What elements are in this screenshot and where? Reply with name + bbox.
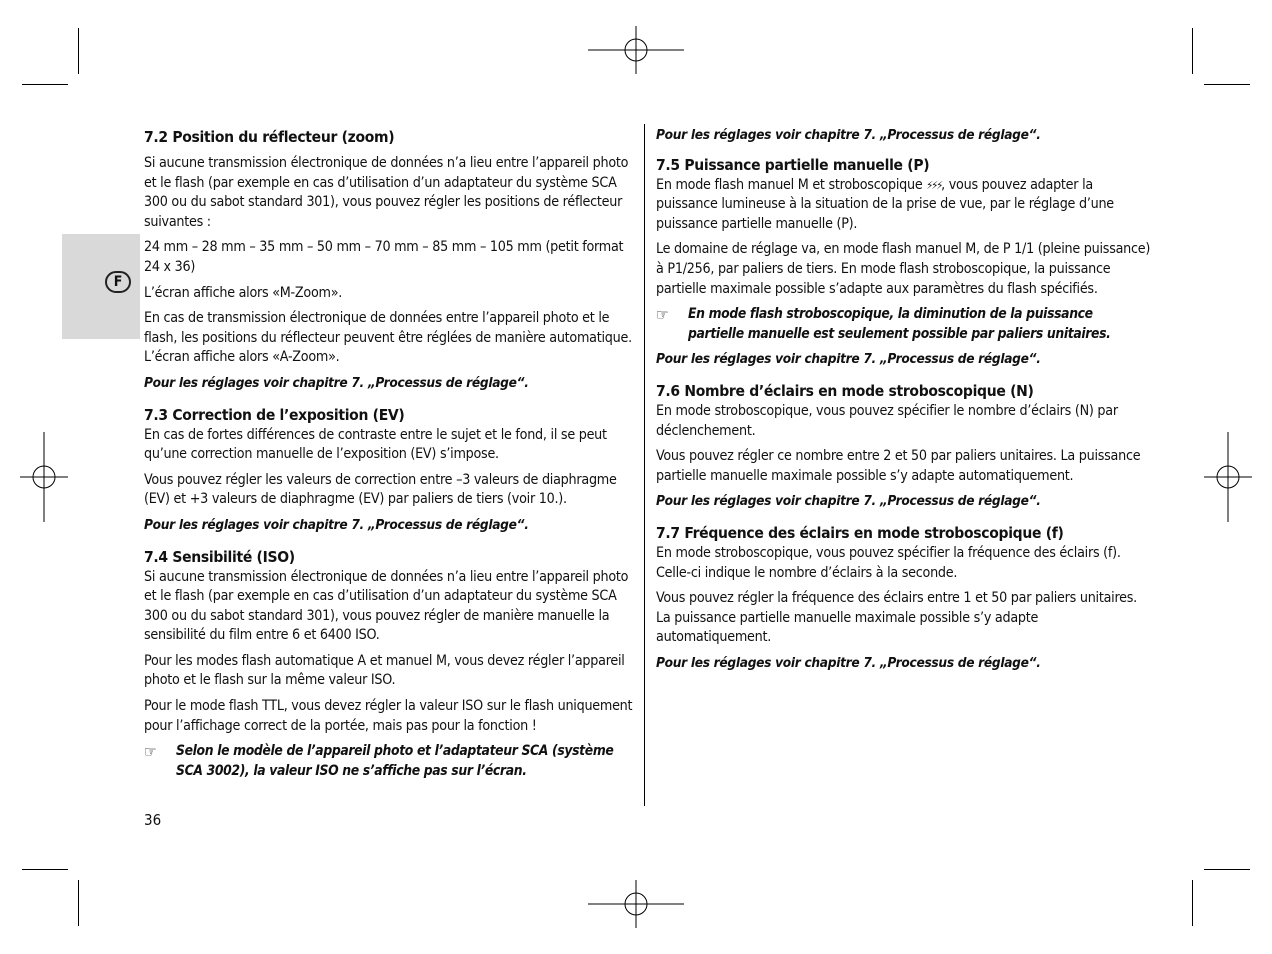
section-7-6 <box>656 380 1152 512</box>
paragraph: Pour les modes flash automatique A et manuel M, vous devez régler l’appareil photo et le flash sur la même valeur ISO. <box>144 652 625 689</box>
paragraph: En cas de transmission électronique de données entre l’appareil photo et le flash, les positions du réflecteur peuvent être réglées de manière automatique. L’écran affiche alors «A-Zoom». <box>144 310 632 366</box>
section-7-3 <box>144 404 636 536</box>
section-7-7 <box>656 522 1152 674</box>
section-7-5 <box>656 154 1152 370</box>
section-heading: 7.6 Nombre d’éclairs en mode stroboscopique (N) <box>656 381 1034 400</box>
paragraph: Le domaine de réglage va, en mode flash manuel M, de P 1/1 (pleine puissance) à P1/256, par paliers de tiers. En mode flash stroboscopique, la puissance partielle maximale possible s’adapte aux paramètres du flash spécifiés. <box>656 241 1151 297</box>
paragraph-text: En mode flash manuel M et stroboscopique <box>656 176 923 193</box>
right-column <box>656 126 1152 673</box>
crop-mark <box>22 869 68 870</box>
settings-reference: Pour les réglages voir chapitre 7. „Processus de réglage“. <box>656 351 1041 368</box>
crop-mark <box>1204 84 1250 85</box>
section-heading: 7.3 Correction de l’exposition (EV) <box>144 405 405 424</box>
crop-mark <box>1192 28 1193 74</box>
crop-mark <box>1192 880 1193 926</box>
pointing-hand-icon: ☞ <box>144 742 157 762</box>
stroboscope-icon: ⚡⚡⚡ <box>926 178 942 192</box>
paragraph: 24 mm – 28 mm – 35 mm – 50 mm – 70 mm – 85 mm – 105 mm (petit format 24 x 36) <box>144 239 624 275</box>
page-number: 36 <box>144 811 162 829</box>
paragraph: Si aucune transmission électronique de données n’a lieu entre l’appareil photo et le flash (par exemple en cas d’utilisation d’un adaptateur du système SCA 300 ou du sabot standard 301), vous pouvez régler les positions de réflecteur suivantes : <box>144 155 629 230</box>
note <box>656 305 1152 344</box>
paragraph: L’écran affiche alors «M-Zoom». <box>144 284 343 301</box>
note <box>144 742 636 781</box>
paragraph: Pour le mode flash TTL, vous devez régler la valeur ISO sur le flash uniquement pour l’affichage correct de la portée, mais pas pour la fonction ! <box>144 698 633 734</box>
left-column <box>144 126 636 781</box>
settings-reference: Pour les réglages voir chapitre 7. „Processus de réglage“. <box>656 127 1041 143</box>
paragraph: En cas de fortes différences de contraste entre le sujet et le fond, il se peut qu’une correction manuelle de l’exposition (EV) s’impose. <box>144 426 607 463</box>
crop-mark <box>78 28 79 74</box>
section-heading: 7.2 Position du réflecteur (zoom) <box>144 128 395 146</box>
paragraph: Vous pouvez régler les valeurs de correction entre –3 valeurs de diaphragme (EV) et +3 valeurs de diaphragme (EV) par paliers de tiers (voir 10.). <box>144 471 617 508</box>
section-7-2 <box>144 126 636 394</box>
settings-reference: Pour les réglages voir chapitre 7. „Processus de réglage“. <box>656 654 1041 671</box>
settings-reference: Pour les réglages voir chapitre 7. „Processus de réglage“. <box>656 493 1041 510</box>
pointing-hand-icon: ☞ <box>656 305 669 325</box>
paragraph: Si aucune transmission électronique de données n’a lieu entre l’appareil photo et le flash (par exemple en cas d’utilisation d’un adaptateur du système SCA 300 ou du sabot standard 301), vous pouvez régler de manière manuelle la sensibilité du film entre 6 et 6400 ISO. <box>144 568 629 644</box>
crop-mark <box>78 880 79 926</box>
paragraph: Vous pouvez régler la fréquence des éclairs entre 1 et 50 par paliers unitaires. La puissance partielle manuelle maximale possible s’y adapte automatiquement. <box>656 590 1137 646</box>
paragraph-text: , vous pouvez adapter la puissance lumineuse à la situation de la prise de vue, par le réglage d’une puissance partielle manuelle (P). <box>656 176 1114 232</box>
note-text: En mode flash stroboscopique, la diminution de la puissance partielle manuelle est seulement possible par paliers unitaires. <box>688 306 1111 342</box>
section-heading: 7.4 Sensibilité (ISO) <box>144 547 295 566</box>
paragraph: En mode stroboscopique, vous pouvez spécifier la fréquence des éclairs (f). Celle-ci indique le nombre d’éclairs à la seconde. <box>656 544 1121 581</box>
column-divider <box>644 124 645 806</box>
registration-mark-icon <box>1204 432 1252 522</box>
note-text: Selon le modèle de l’appareil photo et l’adaptateur SCA (système SCA 3002), la valeur ISO ne s’affiche pas sur l’écran. <box>176 743 614 779</box>
settings-reference: Pour les réglages voir chapitre 7. „Processus de réglage“. <box>144 516 529 533</box>
registration-mark-icon <box>588 26 684 74</box>
registration-mark-icon <box>20 432 68 522</box>
registration-mark-icon <box>588 880 684 928</box>
section-heading: 7.5 Puissance partielle manuelle (P) <box>656 155 930 174</box>
language-badge: F <box>105 271 131 293</box>
section-7-4 <box>144 546 636 782</box>
paragraph: En mode stroboscopique, vous pouvez spécifier le nombre d’éclairs (N) par déclenchement. <box>656 402 1118 439</box>
crop-mark <box>22 84 68 85</box>
section-heading: 7.7 Fréquence des éclairs en mode stroboscopique (f) <box>656 523 1064 542</box>
settings-reference: Pour les réglages voir chapitre 7. „Processus de réglage“. <box>144 374 529 391</box>
paragraph <box>656 176 1152 235</box>
paragraph: Vous pouvez régler ce nombre entre 2 et 50 par paliers unitaires. La puissance partielle manuelle maximale possible s’y adapte automatiquement. <box>656 448 1141 484</box>
crop-mark <box>1204 869 1250 870</box>
